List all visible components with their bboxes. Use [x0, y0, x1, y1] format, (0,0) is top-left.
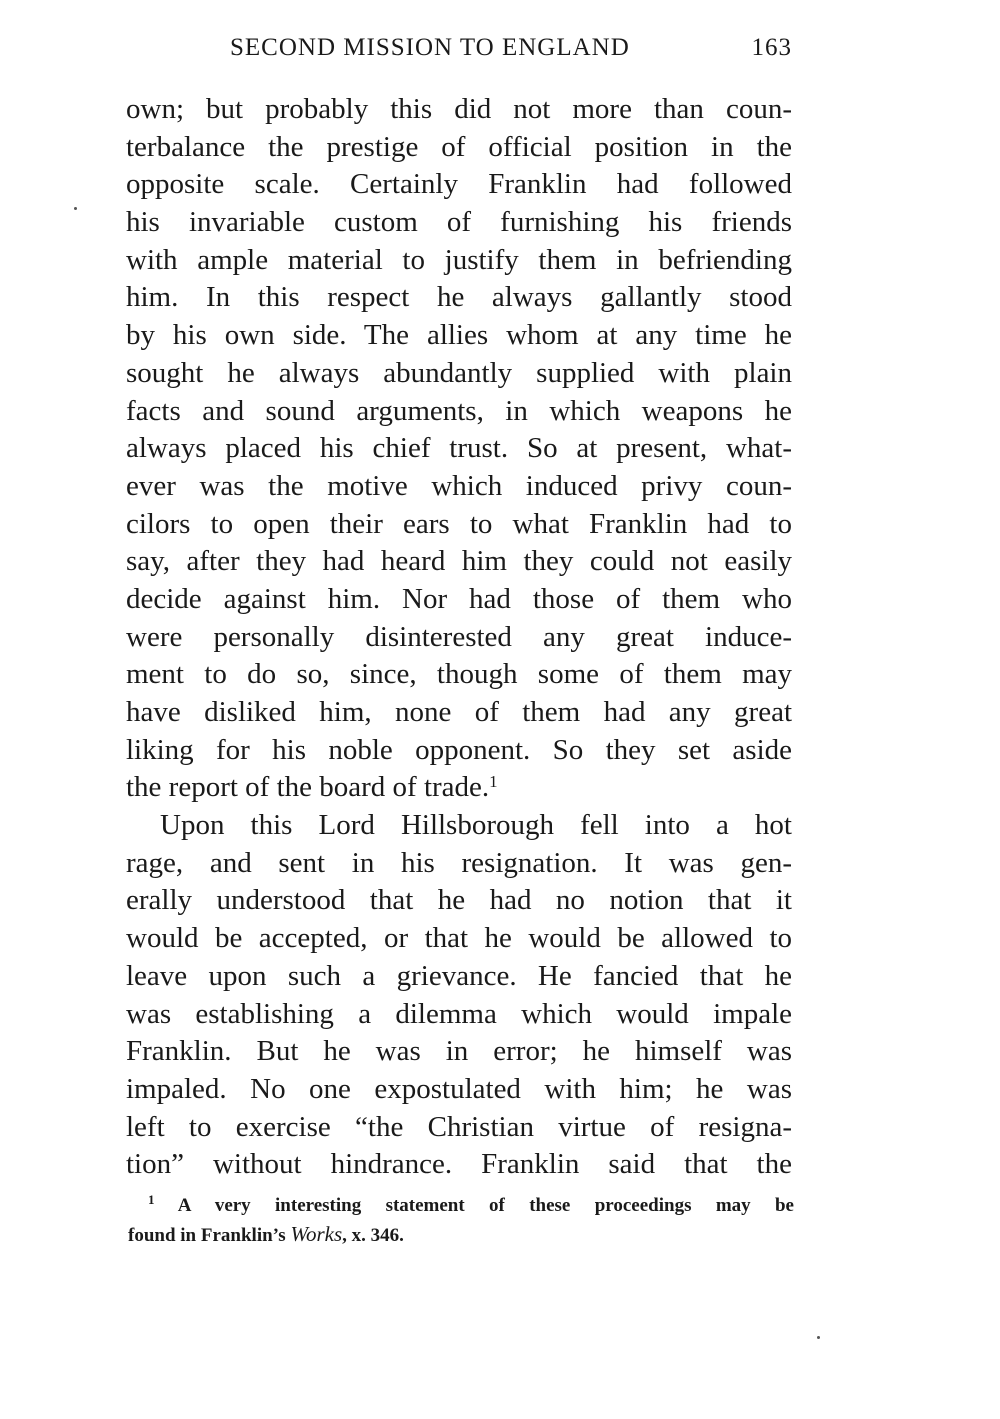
text-line: left to exercise “the Christian virtue of resigna- [126, 1110, 792, 1143]
text-line: by his own side. The allies whom at any time he [126, 319, 792, 352]
footnote [128, 1192, 794, 1248]
text-line: own; but probably this did not more than coun- [126, 93, 792, 125]
text-line: always placed his chief trust. So at present, what- [126, 432, 792, 465]
text-line: cilors to open their ears to what Franklin had to [126, 507, 792, 540]
running-header [128, 34, 792, 74]
text-line: decide against him. Nor had those of them who [126, 582, 792, 615]
footnote-work-title: Works [290, 1222, 343, 1246]
footnote-reference: 1 [489, 772, 498, 792]
footnote-text: A very interesting statement of these proceedings may be [177, 1195, 794, 1216]
text-line: was establishing a dilemma which would impale [126, 997, 792, 1030]
text-line: ment to do so, since, though some of them may [126, 658, 792, 691]
text-line: impaled. No one expostulated with him; he was [126, 1072, 792, 1105]
text-line: say, after they had heard him they could not easily [126, 545, 792, 578]
footnote-line [128, 1220, 794, 1248]
text-line: have disliked him, none of them had any great [126, 696, 792, 728]
text-line: were personally disinterested any great induce- [126, 620, 792, 653]
footnote-marker: 1 [148, 1192, 155, 1207]
text-line: terbalance the prestige of official position in the [126, 130, 792, 163]
text-line: Franklin. But he was in error; he himself was [126, 1035, 792, 1068]
text-line: him. In this respect he always gallantly stood [126, 281, 792, 314]
text-line: liking for his noble opponent. So they set aside [126, 733, 792, 766]
text-line: facts and sound arguments, in which weapons he [126, 394, 792, 427]
footnote-text: found in Franklin’s [128, 1225, 291, 1246]
text-line: would be accepted, or that he would be allowed to [126, 922, 792, 955]
scan-speck [817, 1336, 820, 1339]
paragraph-first-line: Upon this Lord Hillsborough fell into a hot [160, 809, 792, 842]
footnote-line [128, 1192, 794, 1220]
page-number: 163 [751, 34, 792, 61]
footnote-citation: , x. 346. [342, 1225, 404, 1246]
running-title: SECOND MISSION TO ENGLAND [230, 34, 630, 61]
text-line: tion” without hindrance. Franklin said that the [126, 1148, 792, 1181]
text-line: leave upon such a grievance. He fancied that he [126, 959, 792, 992]
text-line: with ample material to justify them in befriending [126, 243, 792, 276]
text-line-with-footnote-ref [126, 769, 792, 807]
text-line-content: the report of the board of trade. [126, 771, 490, 804]
text-line: his invariable custom of furnishing his friends [126, 206, 792, 239]
text-line: rage, and sent in his resignation. It was gen- [126, 846, 792, 879]
text-line: erally understood that he had no notion that it [126, 884, 792, 917]
scan-speck [74, 207, 77, 210]
body-text [126, 91, 792, 1184]
text-line: sought he always abundantly supplied with plain [126, 356, 792, 389]
text-line: opposite scale. Certainly Franklin had followed [126, 168, 792, 201]
text-line: ever was the motive which induced privy coun- [126, 469, 792, 502]
